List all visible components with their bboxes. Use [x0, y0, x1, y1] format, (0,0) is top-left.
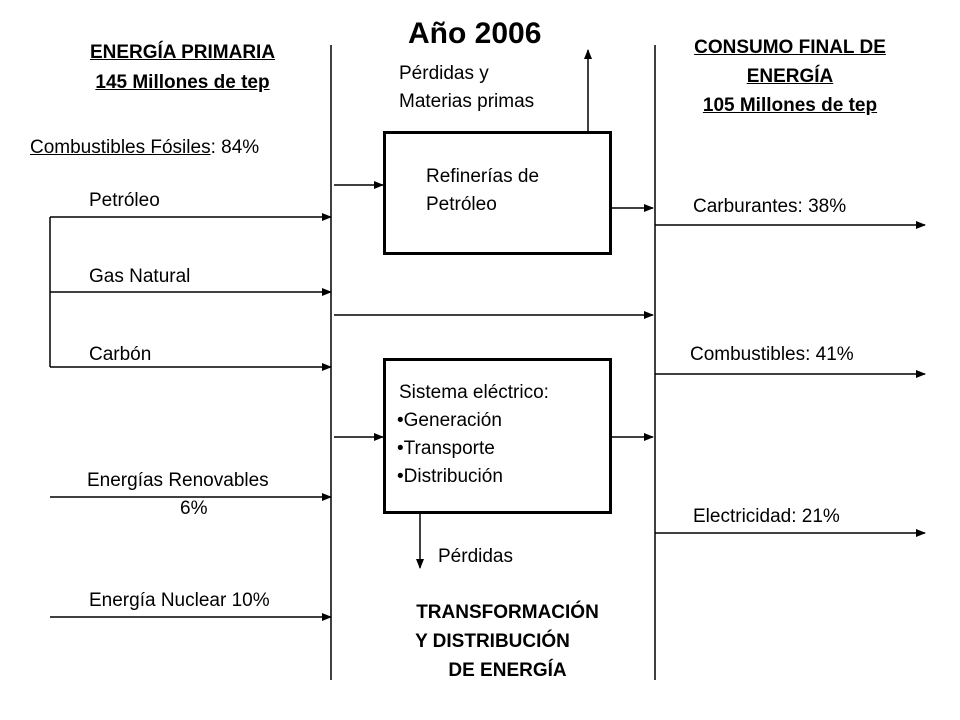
- raw-losses-label: Pérdidas y: [399, 63, 489, 84]
- electric-system-title: Sistema eléctrico:: [399, 382, 549, 403]
- fossil-share: [30, 133, 259, 162]
- final-heading-line1: CONSUMO FINAL DE: [694, 37, 886, 58]
- raw-materials-label: Materias primas: [399, 91, 535, 112]
- refinery-label-line2: Petróleo: [426, 194, 497, 215]
- fossil-label: Combustibles Fósiles: [30, 137, 211, 158]
- transformation-footer-line3: DE ENERGÍA: [448, 660, 567, 681]
- fossil-value: : 84%: [210, 137, 260, 158]
- oil-label: Petróleo: [89, 190, 160, 211]
- nuclear-label: Energía Nuclear 10%: [89, 590, 270, 611]
- electricity-label: Electricidad: 21%: [693, 506, 840, 527]
- fuels-label: Combustibles: 41%: [690, 344, 854, 365]
- gas-label: Gas Natural: [89, 266, 191, 287]
- transformation-footer-line2: Y DISTRIBUCIÓN: [415, 631, 570, 652]
- page-title: Año 2006: [408, 17, 542, 50]
- primary-heading: ENERGÍA PRIMARIA: [89, 42, 276, 63]
- fuels-motor-label: Carburantes: 38%: [693, 196, 847, 217]
- refinery-box: [383, 131, 612, 255]
- coal-label: Carbón: [89, 344, 152, 365]
- electric-item-generation: •Generación: [397, 410, 502, 431]
- renewables-label: Energías Renovables: [87, 470, 269, 491]
- renewables-value: 6%: [180, 498, 208, 519]
- final-total: 105 Millones de tep: [702, 95, 878, 116]
- refinery-label-line1: Refinerías de: [426, 166, 540, 187]
- electric-item-distribution: •Distribución: [397, 466, 503, 487]
- electric-item-transport: •Transporte: [397, 438, 495, 459]
- electric-losses-label: Pérdidas: [438, 546, 513, 567]
- primary-total: 145 Millones de tep: [95, 72, 270, 93]
- final-heading-line2: ENERGÍA: [746, 66, 834, 87]
- transformation-footer-line1: TRANSFORMACIÓN: [416, 602, 599, 623]
